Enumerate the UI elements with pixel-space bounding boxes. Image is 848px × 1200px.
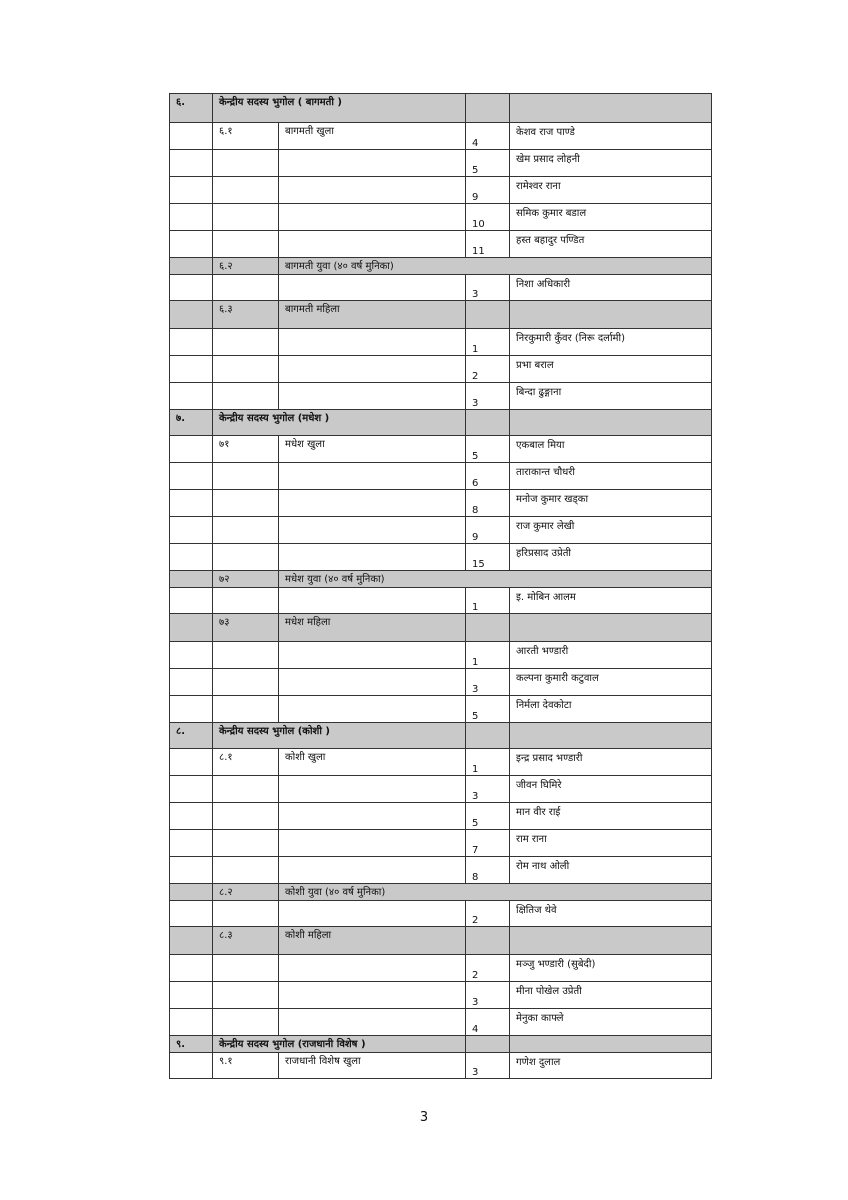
candidate-name: क्षितिज थेवे [510,901,712,927]
subcategory-row [170,571,712,588]
candidate-number: 3 [466,776,510,803]
section-row [170,1036,712,1053]
subcategory-title [279,177,466,204]
candidate-number: 3 [466,982,510,1009]
blank-cell [170,275,213,301]
member-row [170,150,712,177]
section-title: केन्द्रीय सदस्य भुगोल ( बागमती ) [213,94,466,123]
subcategory-code [213,588,279,614]
subcategory-row [170,258,712,275]
subcategory-code: ८.२ [213,884,279,901]
member-row [170,776,712,803]
section-title: केन्द्रीय सदस्य भुगोल (कोशी ) [213,723,466,749]
member-row [170,1053,712,1079]
candidate-number: 5 [466,803,510,830]
section-row [170,723,712,749]
candidate-number: 15 [466,544,510,571]
name-cell [510,927,712,955]
member-row [170,955,712,982]
candidate-number: 9 [466,517,510,544]
number-cell [466,723,510,749]
candidate-number: 3 [466,1053,510,1079]
member-row [170,123,712,150]
subcategory-code [213,642,279,669]
blank-cell [170,204,213,231]
member-row [170,830,712,857]
blank-cell [170,669,213,696]
subcategory-code [213,177,279,204]
candidate-number: 1 [466,749,510,776]
number-cell [466,94,510,123]
candidate-name: मान वीर राई [510,803,712,830]
subcategory-title [279,669,466,696]
subcategory-code: ७३ [213,614,279,642]
blank-cell [170,803,213,830]
candidate-name: एकबाल मिया [510,436,712,463]
candidate-name: मेनुका काफ्ले [510,1009,712,1036]
subcategory-code [213,204,279,231]
subcategory-code [213,1009,279,1036]
section-row [170,410,712,436]
candidate-name: राज कुमार लेखी [510,517,712,544]
candidate-name: निशा अधिकारी [510,275,712,301]
candidate-number: 10 [466,204,510,231]
member-row [170,669,712,696]
subcategory-code [213,383,279,410]
section-code: ७. [170,410,213,436]
subcategory-title [279,857,466,884]
number-cell [466,927,510,955]
candidate-name: आरती भण्डारी [510,642,712,669]
member-row [170,383,712,410]
subcategory-code [213,356,279,383]
member-row [170,901,712,927]
name-cell [510,94,712,123]
subcategory-title [279,275,466,301]
blank-cell [170,301,213,329]
candidate-name: कल्पना कुमारी कटुवाल [510,669,712,696]
subcategory-code [213,803,279,830]
member-row [170,749,712,776]
subcategory-row [170,884,712,901]
member-row [170,588,712,614]
subcategory-code [213,955,279,982]
candidate-number: 5 [466,696,510,723]
member-row [170,436,712,463]
name-cell [510,301,712,329]
subcategory-code: ८.१ [213,749,279,776]
candidate-name: हरिप्रसाद उप्रेती [510,544,712,571]
candidate-number: 2 [466,901,510,927]
blank-cell [170,329,213,356]
subcategory-title [279,955,466,982]
blank-cell [170,927,213,955]
member-row [170,544,712,571]
blank-cell [170,642,213,669]
section-code: ९. [170,1036,213,1053]
subcategory-title: मधेश खुला [279,436,466,463]
member-row [170,204,712,231]
section-code: ६. [170,94,213,123]
subcategory-title [279,1009,466,1036]
blank-cell [170,982,213,1009]
candidate-name: रोम नाथ ओली [510,857,712,884]
candidate-table [169,93,712,1079]
candidate-name: समिक कुमार बडाल [510,204,712,231]
subcategory-title [279,776,466,803]
member-row [170,1009,712,1036]
blank-cell [170,857,213,884]
blank-cell [170,544,213,571]
candidate-name: मञ्जु भण्डारी (सुबेदी) [510,955,712,982]
candidate-name: निर्मला देवकोटा [510,696,712,723]
blank-cell [170,955,213,982]
candidate-number: 1 [466,642,510,669]
subcategory-code [213,275,279,301]
blank-cell [170,749,213,776]
candidate-number: 3 [466,669,510,696]
candidate-name: प्रभा बराल [510,356,712,383]
blank-cell [170,383,213,410]
candidate-number: 2 [466,955,510,982]
member-row [170,490,712,517]
number-cell [466,614,510,642]
candidate-name: खेम प्रसाद लोहनी [510,150,712,177]
candidate-number: 11 [466,231,510,258]
member-row [170,329,712,356]
blank-cell [170,614,213,642]
subcategory-title [279,517,466,544]
subcategory-code [213,329,279,356]
subcategory-code: ६.३ [213,301,279,329]
member-row [170,696,712,723]
member-row [170,642,712,669]
candidate-number: 1 [466,329,510,356]
subcategory-code [213,490,279,517]
subcategory-title [279,982,466,1009]
candidate-name: गणेश दुलाल [510,1053,712,1079]
name-cell [510,1036,712,1053]
blank-cell [170,884,213,901]
candidate-number: 5 [466,150,510,177]
member-row [170,857,712,884]
candidate-number: 4 [466,1009,510,1036]
subcategory-code: ८.३ [213,927,279,955]
subcategory-code [213,463,279,490]
candidate-name: इ. मोबिन आलम [510,588,712,614]
subcategory-row [170,927,712,955]
member-row [170,231,712,258]
candidate-number: 3 [466,275,510,301]
member-row [170,177,712,204]
number-cell [466,410,510,436]
candidate-number: 8 [466,857,510,884]
subcategory-title: बागमती महिला [279,301,466,329]
subcategory-title: बागमती खुला [279,123,466,150]
candidate-name: मनोज कुमार खड्का [510,490,712,517]
blank-cell [170,258,213,275]
section-code: ८. [170,723,213,749]
name-cell [510,723,712,749]
candidate-number: 2 [466,356,510,383]
subcategory-title [279,490,466,517]
candidate-number: 9 [466,177,510,204]
subcategory-code: ६.२ [213,258,279,275]
candidate-name: बिन्दा ढुङ्गाना [510,383,712,410]
blank-cell [170,1009,213,1036]
candidate-name: राम राना [510,830,712,857]
blank-cell [170,588,213,614]
subcategory-code [213,696,279,723]
subcategory-row [170,614,712,642]
subcategory-code [213,544,279,571]
blank-cell [170,571,213,588]
blank-cell [170,490,213,517]
candidate-name: इन्द्र प्रसाद भण्डारी [510,749,712,776]
name-cell [510,614,712,642]
blank-cell [170,436,213,463]
subcategory-code [213,517,279,544]
blank-cell [170,696,213,723]
subcategory-title [279,383,466,410]
blank-cell [170,1053,213,1079]
blank-cell [170,231,213,258]
blank-cell [170,776,213,803]
candidate-name: निरकुमारी कुँवर (निरू दर्लामी) [510,329,712,356]
blank-cell [170,123,213,150]
candidate-name: केशव राज पाण्डे [510,123,712,150]
subcategory-code: ७२ [213,571,279,588]
candidate-number: 3 [466,383,510,410]
subcategory-code [213,857,279,884]
section-title: केन्द्रीय सदस्य भुगोल (राजधानी विशेष ) [213,1036,466,1053]
subcategory-code [213,669,279,696]
member-row [170,356,712,383]
candidate-number: 6 [466,463,510,490]
subcategory-title [279,901,466,927]
name-cell [510,410,712,436]
blank-cell [170,356,213,383]
candidate-name: जीवन घिमिरे [510,776,712,803]
subcategory-title [279,830,466,857]
subcategory-title: बागमती युवा (४० वर्ष मुनिका) [279,258,712,275]
subcategory-code: ६.१ [213,123,279,150]
candidate-number: 8 [466,490,510,517]
member-row [170,463,712,490]
subcategory-title [279,463,466,490]
subcategory-title: कोशी खुला [279,749,466,776]
section-title: केन्द्रीय सदस्य भुगोल (मधेश ) [213,410,466,436]
subcategory-code [213,830,279,857]
section-row [170,94,712,123]
candidate-number: 4 [466,123,510,150]
member-row [170,275,712,301]
subcategory-title [279,329,466,356]
subcategory-code [213,776,279,803]
subcategory-title [279,544,466,571]
subcategory-title: मधेश युवा (४० वर्ष मुनिका) [279,571,712,588]
member-row [170,803,712,830]
blank-cell [170,517,213,544]
candidate-number: 1 [466,588,510,614]
blank-cell [170,463,213,490]
subcategory-title: कोशी महिला [279,927,466,955]
subcategory-code [213,231,279,258]
blank-cell [170,830,213,857]
number-cell [466,301,510,329]
page-number: 3 [419,1110,429,1125]
subcategory-code [213,150,279,177]
candidate-number: 5 [466,436,510,463]
subcategory-title [279,803,466,830]
member-row [170,517,712,544]
blank-cell [170,150,213,177]
candidate-name: ताराकान्त चौधरी [510,463,712,490]
subcategory-title [279,356,466,383]
subcategory-title [279,642,466,669]
candidate-name: मीना पोखेल उप्रेती [510,982,712,1009]
candidate-name: हस्त बहादुर पण्डित [510,231,712,258]
subcategory-code: ७१ [213,436,279,463]
subcategory-code [213,901,279,927]
subcategory-title [279,150,466,177]
subcategory-title [279,588,466,614]
blank-cell [170,901,213,927]
subcategory-code: ९.१ [213,1053,279,1079]
subcategory-row [170,301,712,329]
subcategory-title: राजधानी विशेष खुला [279,1053,466,1079]
subcategory-code [213,982,279,1009]
subcategory-title [279,231,466,258]
candidate-number: 7 [466,830,510,857]
subcategory-title: मधेश महिला [279,614,466,642]
candidate-table-body [170,94,712,1079]
blank-cell [170,177,213,204]
subcategory-title: कोशी युवा (४० वर्ष मुनिका) [279,884,712,901]
subcategory-title [279,204,466,231]
candidate-name: रामेश्वर राना [510,177,712,204]
number-cell [466,1036,510,1053]
subcategory-title [279,696,466,723]
member-row [170,982,712,1009]
